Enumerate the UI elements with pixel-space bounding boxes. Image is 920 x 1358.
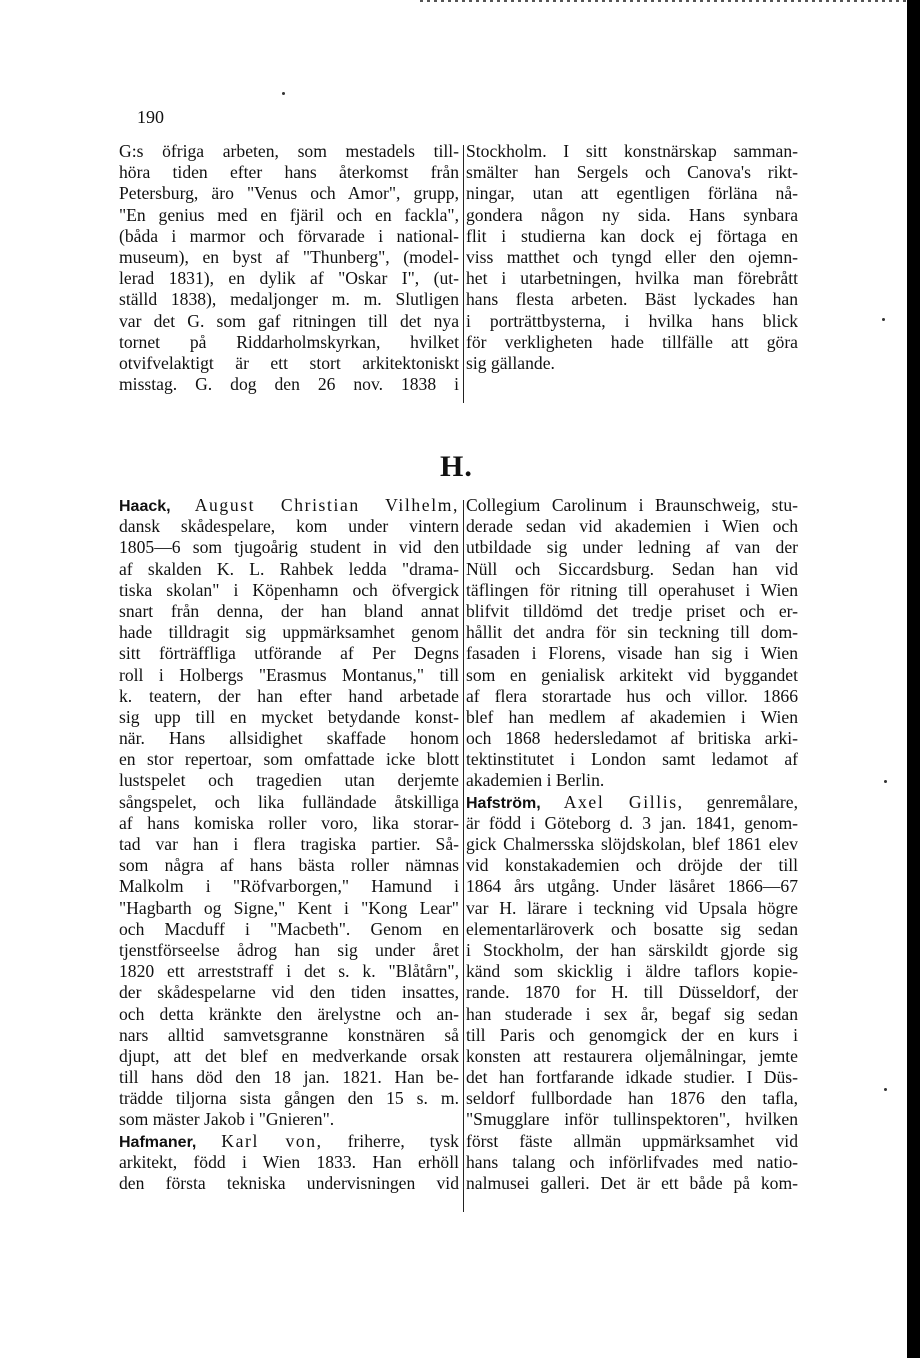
- top-left-line: otvifvelaktigt är ett stort arkitektoniskt: [119, 352, 459, 373]
- entry-haack-line: och Macduff i "Macbeth". Genom en: [119, 918, 459, 939]
- entry-hafstrom-line: konsten att restaurera oljemålningar, jemte: [466, 1045, 798, 1066]
- column-divider-bottom: [463, 500, 464, 1212]
- entry-hafmaner-continuation-line: Nüll och Siccardsburg. Sedan han vid: [466, 558, 798, 579]
- bottom-right-column: [466, 495, 798, 1194]
- entry-hafmaner-continuation-line: akademien i Berlin.: [466, 770, 605, 791]
- entry-hafmaner-first-rest: friherre, tysk: [322, 1130, 459, 1151]
- entry-haack-headword: Haack,: [119, 498, 171, 515]
- top-left-line: var det G. som gaf ritningen till det nya: [119, 310, 459, 331]
- entry-hafmaner-continuation-line: som en genialisk arkitekt vid byggandet: [466, 664, 798, 685]
- entry-haack-line: hade tilldragit sig uppmärksamhet genom: [119, 622, 459, 643]
- entry-haack-line: som mäster Jakob i "Gnieren".: [119, 1109, 335, 1130]
- entry-haack-line: tjenstförseelse ådrog han sig under året: [119, 939, 459, 960]
- entry-hafstrom-line: känd som skicklig i äldre taflors kopie-: [466, 961, 798, 982]
- top-right-line: i porträttbysterna, i hvilka hans blick: [466, 310, 798, 331]
- entry-haack-line: till hans död den 18 jan. 1821. Han be-: [119, 1067, 459, 1088]
- top-right-line: het i utarbetningen, hvilka man förebrått: [466, 268, 798, 289]
- top-left-line: höra tiden efter hans återkomst från: [119, 162, 459, 183]
- entry-hafstrom-line: seldorf fullbordade han 1876 den tafla,: [466, 1088, 798, 1109]
- entry-hafmaner-continuation-line: och 1868 hedersledamot af britiska arki-: [466, 728, 798, 749]
- top-left-line: museum), en byst af "Thunberg", (model-: [119, 246, 459, 267]
- bottom-left-column: [119, 495, 459, 1194]
- top-left-line: tornet på Riddarholmskyrkan, hvilket: [119, 331, 459, 352]
- entry-hafstrom-line: gick Chalmersska slöjdskolan, blef 1861 elev: [466, 834, 798, 854]
- section-heading: H.: [440, 450, 473, 483]
- entry-haack-line: och detta kränkte den ärelystne och an-: [119, 1003, 459, 1024]
- entry-hafstrom-body: [466, 813, 798, 1194]
- entry-haack-line: lustspelet och tragedien utan derjemte: [119, 770, 459, 791]
- entry-hafmaner-continuation-line: blef han medlem af akademien i Wien: [466, 706, 798, 727]
- entry-haack-line: af skalden K. L. Rahbek ledda "drama-: [119, 558, 459, 579]
- top-right-line: gondera någon ny sida. Hans synbara: [466, 204, 798, 225]
- entry-haack-line: roll i Holbergs "Erasmus Montanus," till: [119, 664, 459, 685]
- entry-hafstrom-line: först fäste allmän uppmärksamhet vid: [466, 1130, 798, 1151]
- top-left-column: [119, 141, 459, 395]
- entry-hafstrom-line: 1864 års utgång. Under läsåret 1866—67: [466, 876, 798, 897]
- page-number: 190: [137, 107, 164, 127]
- entry-hafstrom-line: "Smugglare inför tullinspektoren", hvilken: [466, 1109, 798, 1130]
- top-right-line: ningar, utan att egentligen förläna nå-: [466, 183, 798, 204]
- entry-haack-line: af hans komiska roller voro, lika storar-: [119, 812, 459, 833]
- entry-haack-line: tiska skolan" i Köpenhamn och öfvergick: [119, 579, 459, 600]
- scan-speck: [884, 780, 887, 783]
- entry-haack-line: snart från denna, der han bland annat: [119, 600, 459, 621]
- top-left-line: lerad 1831), en dylik af "Oskar I", (ut-: [119, 268, 459, 289]
- top-left-line: misstag. G. dog den 26 nov. 1838 i: [119, 374, 459, 395]
- entry-hafstrom-line: i Stockholm, der han särskildt gjorde sig: [466, 939, 798, 960]
- entry-hafmaner-continuation-line: Collegium Carolinum i Braunschweig, stu-: [466, 495, 798, 515]
- top-right-line: flit i studierna kan dock ej förtaga en: [466, 225, 798, 246]
- entry-hafstrom-line: hans talang och införlifvades med natio-: [466, 1151, 798, 1172]
- entry-hafmaner-continuation-line: derade sedan vid akademien i Wien och: [466, 516, 798, 537]
- top-left-line: ställd 1838), medaljonger m. m. Slutligen: [119, 289, 459, 310]
- scan-speck: [884, 1088, 887, 1091]
- entry-haack-first-line: [119, 495, 459, 516]
- entry-haack-line: tad var han i flera tragiska partier. Så-: [119, 834, 459, 854]
- top-right-line: hans flesta arbeten. Bäst lyckades han: [466, 289, 798, 310]
- entry-haack-line: "Hagbarth og Signe," Kent i "Kong Lear": [119, 897, 459, 918]
- entry-haack-line: der skådespelarne vid den tiden insattes,: [119, 982, 459, 1003]
- entry-haack-line: djupt, att det blef en medverkande orsak: [119, 1045, 459, 1066]
- entry-hafstrom-line: det han fortfarande idkade studier. I Düs-: [466, 1067, 798, 1088]
- entry-haack-line: sitt förträffliga utförande af Per Degns: [119, 643, 459, 664]
- entry-hafstrom-line: elementarläroverk och bosatte sig sedan: [466, 918, 798, 939]
- entry-hafstrom-line: nalmusei galleri. Det är ett både på kom-: [466, 1173, 798, 1193]
- entry-hafmaner-continuation-line: blifvit tilldömd det tredje priset och er-: [466, 600, 798, 621]
- scan-frame-edge: [907, 0, 920, 1358]
- entry-hafmaner-first-line: [119, 1131, 459, 1152]
- top-right-column: [466, 141, 798, 374]
- entry-haack-line: sångspelet, och lika fulländade åtskilliga: [119, 791, 459, 812]
- top-right-line: för verkligheten hade tillfälle att göra: [466, 331, 798, 352]
- scan-speck: [282, 92, 285, 95]
- entry-hafmaner-continuation-line: fasaden i Florens, visade han sig i Wien: [466, 643, 798, 664]
- entry-hafmaner-line: den första tekniska undervisningen vid: [119, 1173, 459, 1193]
- entry-hafstrom-given-names: Axel Gillis,: [563, 791, 684, 812]
- entry-hafstrom-line: är född i Göteborg d. 3 jan. 1841, genom-: [466, 812, 798, 833]
- entry-hafmaner-line: arkitekt, född i Wien 1833. Han erhöll: [119, 1151, 459, 1172]
- entry-haack-line: sig upp till en mycket betydande konst-: [119, 706, 459, 727]
- top-left-line: "En genius med en fjäril och en fackla",: [119, 204, 459, 225]
- entry-hafstrom-first-line: [466, 792, 798, 813]
- entry-haack-body: [119, 516, 459, 1130]
- scan-speck: [882, 318, 885, 321]
- top-left-line: Petersburg, äro "Venus och Amor", grupp,: [119, 183, 459, 204]
- scan-top-edge: [420, 0, 907, 2]
- entry-hafmaner-continuation-line: täflingen för ritning till operahuset i Wien: [466, 579, 798, 600]
- entry-hafstrom-line: rande. 1870 for H. till Düsseldorf, der: [466, 982, 798, 1003]
- entry-hafstrom-headword: Hafström,: [466, 794, 541, 812]
- entry-hafmaner-continuation-line: tektinstitutet i London samt ledamot af: [466, 749, 798, 770]
- entry-hafmaner-body: [119, 1152, 459, 1194]
- top-left-line: G:s öfriga arbeten, som mestadels till-: [119, 141, 459, 161]
- entry-hafstrom-line: vid konstakademien och dröjde der till: [466, 855, 798, 876]
- entry-haack-line: 1805—6 som tjugoårig student in vid den: [119, 537, 459, 558]
- entry-hafmaner-continuation-line: af flera storartade hus och villor. 1866: [466, 685, 798, 706]
- entry-haack-line: Malkolm i "Röfvarborgen," Hamund i: [119, 876, 459, 897]
- entry-haack-line: 1820 ett arreststraff i det s. k. "Blåtårn",: [119, 961, 459, 982]
- entry-hafstrom-line: var H. lärare i teckning vid Upsala högre: [466, 897, 798, 918]
- entry-haack-line: dansk skådespelare, kom under vintern: [119, 516, 459, 537]
- entry-haack-line: när. Hans allsidighet skaffade honom: [119, 728, 459, 749]
- entry-haack-line: k. teatern, der han efter hand arbetade: [119, 685, 459, 706]
- entry-hafmaner-continuation-line: utbildade sig under ledning af van der: [466, 537, 798, 558]
- entry-hafmaner-continuation: [466, 495, 798, 792]
- entry-hafmaner-given-names: Karl von,: [221, 1130, 323, 1151]
- column-divider-top: [463, 145, 464, 403]
- top-left-line: (båda i marmor och förvarade i national-: [119, 225, 459, 246]
- entry-haack-line: som några af hans bästa roller nämnas: [119, 855, 459, 876]
- entry-haack-line: nars alltid samvetsgranne konstnären så: [119, 1024, 459, 1045]
- entry-haack-given-names: August Christian Vilhelm,: [194, 495, 459, 515]
- entry-haack-line: en stor repertoar, som omfattade icke blott: [119, 749, 459, 770]
- entry-haack-line: trädde tiljorna sista gången den 15 s. m.: [119, 1088, 459, 1109]
- entry-hafstrom-line: till Paris och genomgick der en kurs i: [466, 1024, 798, 1045]
- entry-hafstrom-line: han studerade i sex år, begaf sig sedan: [466, 1003, 798, 1024]
- entry-hafstrom-first-rest: genremålare,: [683, 791, 798, 812]
- top-right-line: Stockholm. I sitt konstnärskap samman-: [466, 141, 798, 161]
- entry-hafmaner-continuation-line: hållit det andra för sin teckning till dom-: [466, 622, 798, 643]
- top-right-line: sig gällande.: [466, 352, 555, 373]
- top-right-line: viss matthet och tyngd eller den ojemn-: [466, 246, 798, 267]
- top-right-line: smälter han Sergels och Canova's rikt-: [466, 162, 798, 183]
- entry-hafmaner-headword: Hafmaner,: [119, 1133, 197, 1151]
